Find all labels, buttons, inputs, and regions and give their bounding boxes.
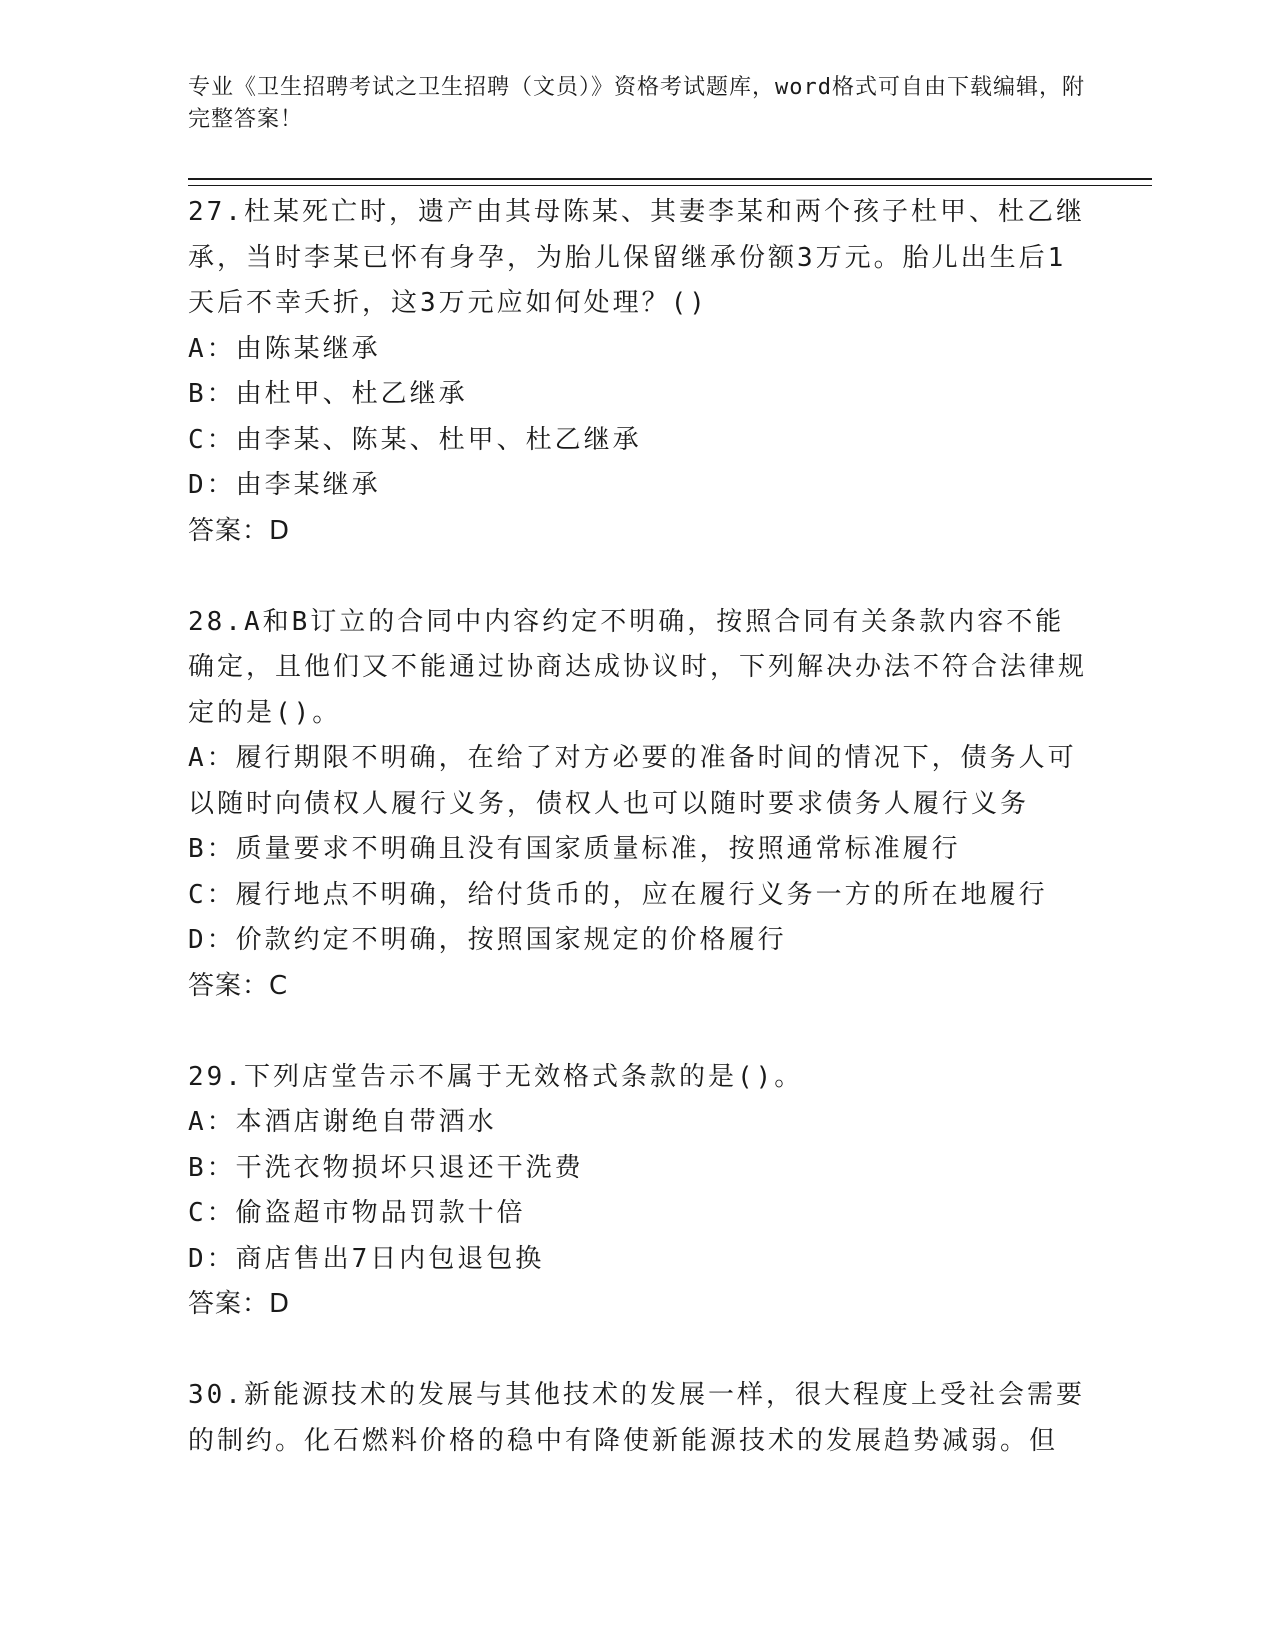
option-a: A：履行期限不明确，在给了对方必要的准备时间的情况下，债务人可以随时向债权人履行义务，债权人也可以随时要求债务人履行义务 bbox=[188, 743, 1077, 819]
option-c: C：偷盗超市物品罚款十倍 bbox=[188, 1198, 526, 1228]
option-c: C：履行地点不明确，给付货币的，应在履行义务一方的所在地履行 bbox=[188, 879, 1048, 910]
question-gap bbox=[188, 1009, 1088, 1055]
answer: 答案：D bbox=[188, 1289, 291, 1319]
document-header: 专业《卫生招聘考试之卫生招聘（文员）》资格考试题库，word格式可自由下载编辑，附完整答案！ bbox=[188, 75, 1085, 132]
option-d: D：价款约定不明确，按照国家规定的价格履行 bbox=[188, 925, 787, 955]
question-stem: 27.杜某死亡时，遗产由其母陈某、其妻李某和两个孩子杜甲、杜乙继承，当时李某已怀有身孕，为胎儿保留继承份额3万元。胎儿出生后1天后不幸夭折，这3万元应如何处理？() bbox=[188, 197, 1085, 318]
header-rule-thin bbox=[188, 185, 1152, 186]
option-b: B：由杜甲、杜乙继承 bbox=[188, 379, 468, 409]
question-29 bbox=[188, 1055, 1088, 1328]
answer: 答案：D bbox=[188, 515, 291, 546]
question-27 bbox=[188, 190, 1088, 554]
option-b: B：质量要求不明确且没有国家质量标准，按照通常标准履行 bbox=[188, 834, 961, 864]
question-stem: 28.A和B订立的合同中内容约定不明确，按照合同有关条款内容不能确定，且他们又不能通过协商达成协议时，下列解决办法不符合法律规定的是()。 bbox=[188, 606, 1088, 728]
question-28 bbox=[188, 600, 1088, 1010]
option-d: D：商店售出7日内包退包换 bbox=[188, 1243, 545, 1274]
option-a: A：本酒店谢绝自带酒水 bbox=[188, 1107, 497, 1137]
question-stem: 29.下列店堂告示不属于无效格式条款的是()。 bbox=[188, 1061, 804, 1092]
header-rule-thick bbox=[188, 178, 1152, 180]
question-30 bbox=[188, 1373, 1088, 1464]
answer: 答案：C bbox=[188, 970, 289, 1001]
question-gap bbox=[188, 1328, 1088, 1374]
question-stem: 30.新能源技术的发展与其他技术的发展一样，很大程度上受社会需要的制约。化石燃料价格的稳中有降使新能源技术的发展趋势减弱。但 bbox=[188, 1380, 1085, 1456]
option-d: D：由李某继承 bbox=[188, 470, 381, 500]
option-b: B：干洗衣物损坏只退还干洗费 bbox=[188, 1152, 584, 1183]
option-c: C：由李某、陈某、杜甲、杜乙继承 bbox=[188, 424, 642, 455]
option-a: A：由陈某继承 bbox=[188, 333, 381, 364]
question-gap bbox=[188, 554, 1088, 600]
question-list bbox=[188, 190, 1088, 1464]
